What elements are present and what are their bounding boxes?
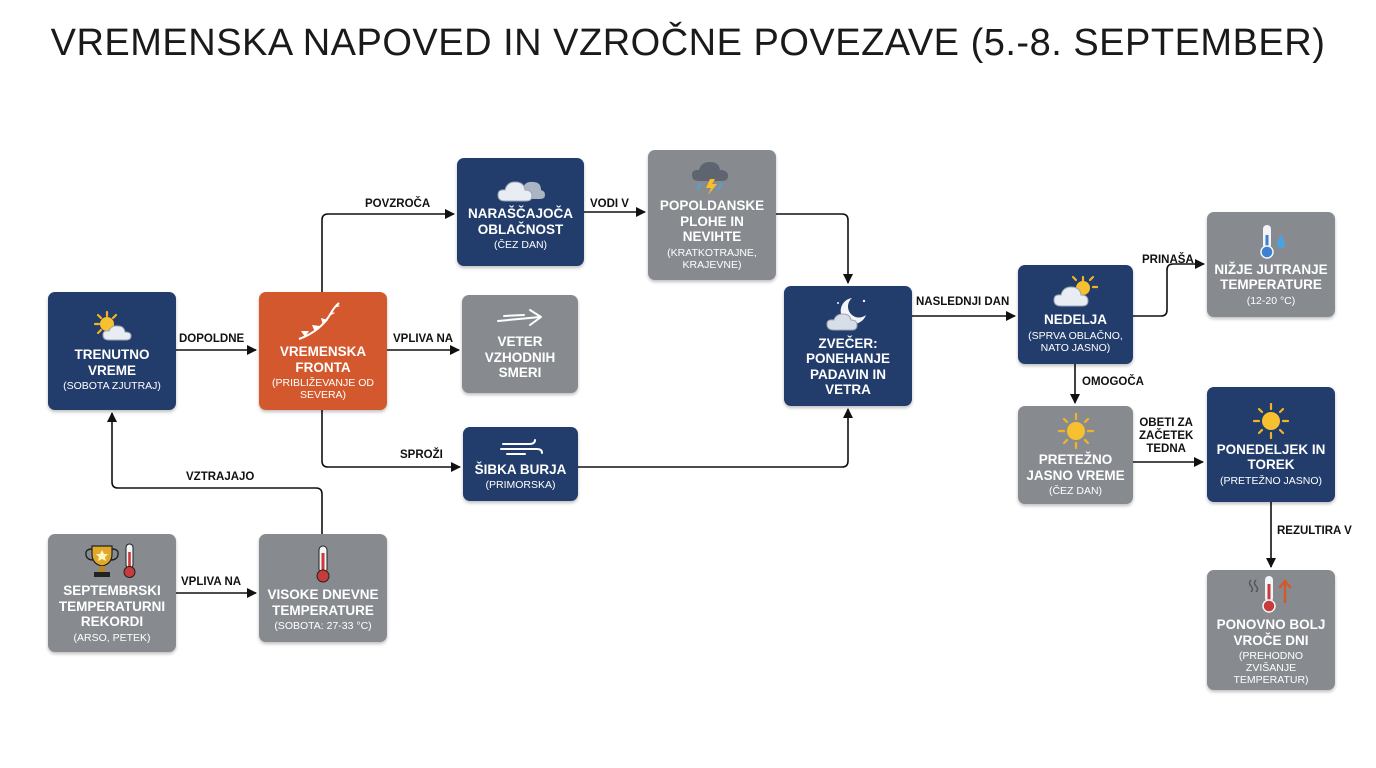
node-veter-vzhodnih-smeri [462,295,578,393]
thermometer-heat-icon [1247,574,1295,614]
trophy-thermometer-icon [82,542,142,580]
node-subtitle: (12-20 °C) [1246,294,1296,307]
sun-icon [1058,413,1094,449]
thermometer-drop-icon [1253,223,1289,259]
node-title: NEDELJA [1043,312,1107,328]
sun-cloud-icon [1051,275,1101,309]
node-visoke-dnevne-temperature [259,534,387,642]
edge-label-povzroca: POVZROČA [365,198,431,210]
node-subtitle: (ARSO, PETEK) [73,631,151,644]
node-title: SEPTEMBRSKI TEMPERATURNI REKORDI [58,583,166,630]
page-title: VREMENSKA NAPOVED IN VZROČNE POVEZAVE (5.-8. SEPTEMBER) [50,22,1326,64]
edge-label-rezultira: REZULTIRA V [1277,525,1352,537]
edge-label-vztrajajo: VZTRAJAJO [186,471,255,483]
node-title: ŠIBKA BURJA [474,461,567,477]
moon-cloud-icon [826,295,870,333]
node-zvecer [784,286,912,406]
node-subtitle: (SOBOTA ZJUTRAJ) [63,380,161,392]
node-title: VISOKE DNEVNE TEMPERATURE [267,587,379,618]
node-title: NARAŠČAJOČA OBLAČNOST [467,206,573,237]
wind-icon [499,437,543,459]
node-ponovno-bolj-vroce-dni [1207,570,1335,690]
node-nizje-jutranje-temperature [1207,212,1335,317]
node-subtitle: (PRIMORSKA) [485,479,556,492]
edge-label-vpliva-na-rekordi: VPLIVA NA [181,576,242,588]
edge-povzroca [322,214,454,292]
node-subtitle: (PREHODNO ZVIŠANJE TEMPERATUR) [1233,650,1309,686]
node-sibka-burja [463,427,578,501]
node-vremenska-fronta [259,292,387,410]
node-subtitle: (ČEZ DAN) [493,239,548,251]
cloud-icon [495,173,547,203]
node-nedelja [1018,265,1133,364]
node-subtitle: (SOBOTA: 27-33 °C) [274,620,372,632]
node-title: POPOLDANSKE PLOHE IN NEVIHTE [659,198,765,245]
edge-label-dopoldne: DOPOLDNE [179,333,245,345]
node-subtitle: (SPRVA OBLAČNO, NATO JASNO) [1028,329,1123,354]
node-subtitle: (ČEZ DAN) [1048,485,1103,497]
weather-front-icon [293,301,353,341]
edge-label-prinasa: PRINAŠA [1142,254,1194,266]
edge-label-omogoca: OMOGOČA [1082,376,1144,388]
node-popoldanske-plohe [648,150,776,280]
node-title: NIŽJE JUTRANJE TEMPERATURE [1214,261,1328,292]
edge-label-naslednji-dan: NASLEDNJI DAN [916,296,1010,308]
node-title: TRENUTNO VREME [74,347,150,378]
node-pretezno-jasno-vreme [1018,406,1133,504]
node-ponedeljek-in-torek [1207,387,1335,502]
edge-label-vpliva-na: VPLIVA NA [393,333,454,345]
edge-prinasa [1133,264,1204,316]
node-title: VETER VZHODNIH SMERI [484,334,556,381]
node-title: ZVEČER: PONEHANJE PADAVIN IN VETRA [805,335,891,397]
sun-cloud-icon [87,310,137,344]
node-subtitle: (PRETEŽNO JASNO) [1219,474,1323,487]
node-title: PRETEŽNO JASNO VREME [1026,452,1125,483]
edge-label-obeti: OBETI ZA ZAČETEK TEDNA [1139,417,1194,455]
edge-label-sprozi: SPROŽI [400,449,443,461]
node-title: PONEDELJEK IN TOREK [1216,441,1326,472]
thermometer-icon [311,544,335,584]
node-title: VREMENSKA FRONTA [279,344,367,375]
node-trenutno-vreme [48,292,176,410]
node-title: PONOVNO BOLJ VROČE DNI [1216,617,1326,648]
edge-plohe-zvecer [776,214,848,283]
node-subtitle: (KRATKOTRAJNE, KRAJEVNE) [667,246,757,271]
edge-burja-zvecer [578,409,848,467]
edge-label-vodi-v: VODI V [590,198,629,210]
node-subtitle: (PRIBLIŽEVANJE OD SEVERA) [272,377,374,401]
node-narascajoca-oblacnost [457,158,584,266]
storm-cloud-icon [690,159,734,195]
wind-arrow-icon [494,307,546,331]
node-septembrski-rekordi [48,534,176,652]
sun-icon [1253,403,1289,439]
